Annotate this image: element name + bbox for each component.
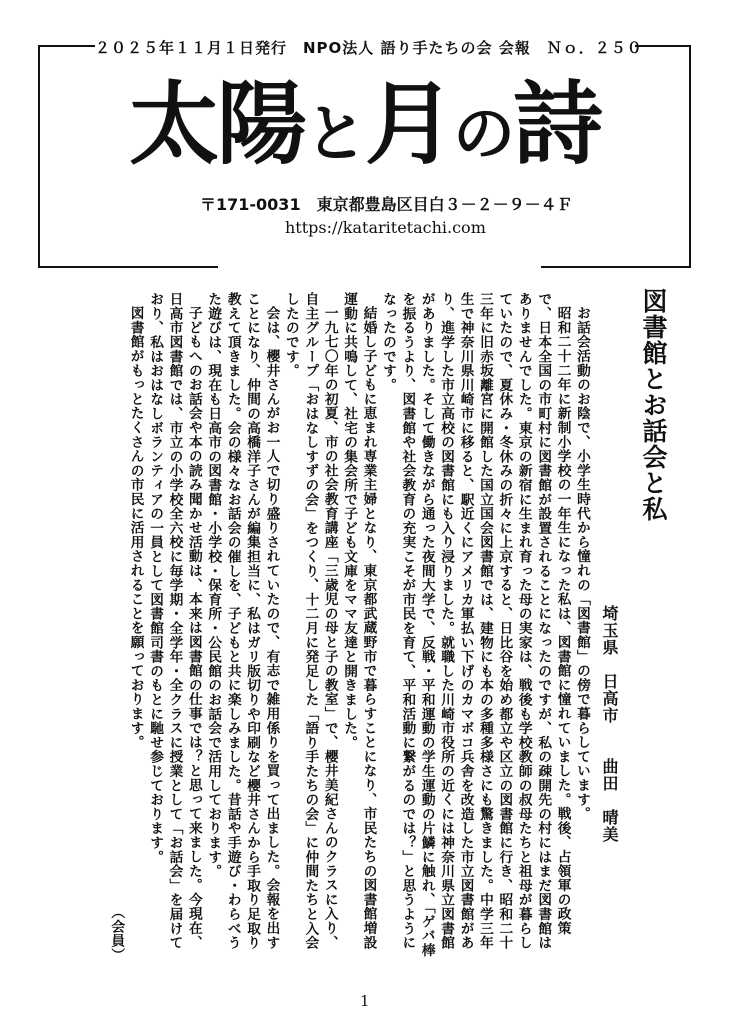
title-part-3: 詩 bbox=[513, 72, 602, 177]
paragraph: 子どもへのお話会や本の読み聞かせ活動は、本来は図書館の仕事では？と思って来ました。今現在、日高市図書館では、市立の小学校全六校に毎学期・全学年・全クラスに授業として「お話会」を届けており、私はおはなしボランティアの一員として図書館司書のもとに馳せ参じております。 bbox=[147, 292, 202, 950]
page-number: 1 bbox=[360, 992, 370, 1010]
paragraph: 一九七〇年の初夏、市の社会教育講座「三歳児の母と子の教室」で、櫻井美紀さんのクラスに入り、自主グループ「おはなしすずの会」をつくり、十二月に発足した「語り手たちの会」に仲間たちと入会したのです。 bbox=[282, 292, 338, 950]
article-body bbox=[31, 292, 591, 962]
title-part-2: 月 bbox=[365, 72, 453, 177]
issue-line: ２０２５年１１月１日発行 NPO法人 語り手たちの会 会報 Ｎｏ．２５０ bbox=[95, 39, 643, 57]
title-part-1: 太陽 bbox=[128, 72, 305, 177]
paragraph: 図書館がもっとたくさんの市民に活用されることを願っております。 bbox=[127, 305, 144, 749]
title-no: の bbox=[453, 97, 514, 170]
article-byline: 埼玉県 日高市 曲田 晴美 bbox=[600, 605, 619, 843]
author-signature: （会員） bbox=[108, 904, 125, 962]
paragraph: 会は、櫻井さんがお一人で切り盛りされていたので、有志で雑用係りを買って出ました。会報を出すことになり、仲間の高橋洋子さんが編集担当に、私はガリ版切りや印刷など櫻井さんから手取り足取り教えて頂きました。会の様々なお話会の催しを、子どもと共に楽しみました。昔話や手遊び・わらべうた遊びは、現在も日高市の図書館・小学校・保育所・公民館のお話会で活用しております。 bbox=[205, 292, 280, 950]
paragraph: お話会活動のお陰で、小学生時代から憧れの「図書館」の傍で暮らしています。 bbox=[574, 305, 590, 821]
article-title: 図書館とお話会と私 bbox=[639, 288, 668, 522]
title-to: と bbox=[304, 97, 365, 170]
newsletter-title bbox=[60, 70, 670, 189]
paragraph: 昭和二十二年に新制小学校の一年生になった私は、図書館に憧れていました。戦後、占領軍の政策で、日本全国の市町村に図書館が設置されることになったのですが、私の疎開先の村にはまだ図書館はありませんでした。東京の新宿に生まれ育った母の実家は、戦後も学校教師の叔母たちと祖母が暮らしていたので、夏休み・冬休みの折々に上京すると、日比谷を始め都立や区立の図書館に行き、昭和二十三年に旧赤坂離宮に開館した国立国会図書館では、建物にも本の多種多様さにも驚きました。中学三年生で神奈川県川崎市に移ると、駅近くにアメリカ軍払い下げのカマボコ兵舎を改造した市立図書館があり、進学した市立高校の図書館にも入り浸りました。就職した川崎市役所の近くには神奈川県立図書館がありました。そして働きながら通った夜間大学で、反戦・平和運動の学生運動の片鱗に触れ、「ゲバ棒を振るうより、図書館や社会教育の充実こそが市民を育て、平和活動に繋がるのでは？」と思うようになったのです。 bbox=[379, 292, 571, 958]
article-area bbox=[30, 280, 706, 970]
postal-address: 〒171-0031 東京都豊島区目白３－２－９－４Ｆ bbox=[200, 195, 573, 214]
paragraph: 結婚し子どもに恵まれ専業主婦となり、東京都武蔵野市で暮らすことになり、市民たちの図書館増設運動に共鳴して、社宅の集会所で子ども文庫をママ友達と開きました。 bbox=[341, 292, 377, 950]
website-url: https://kataritetachi.com bbox=[285, 218, 486, 237]
